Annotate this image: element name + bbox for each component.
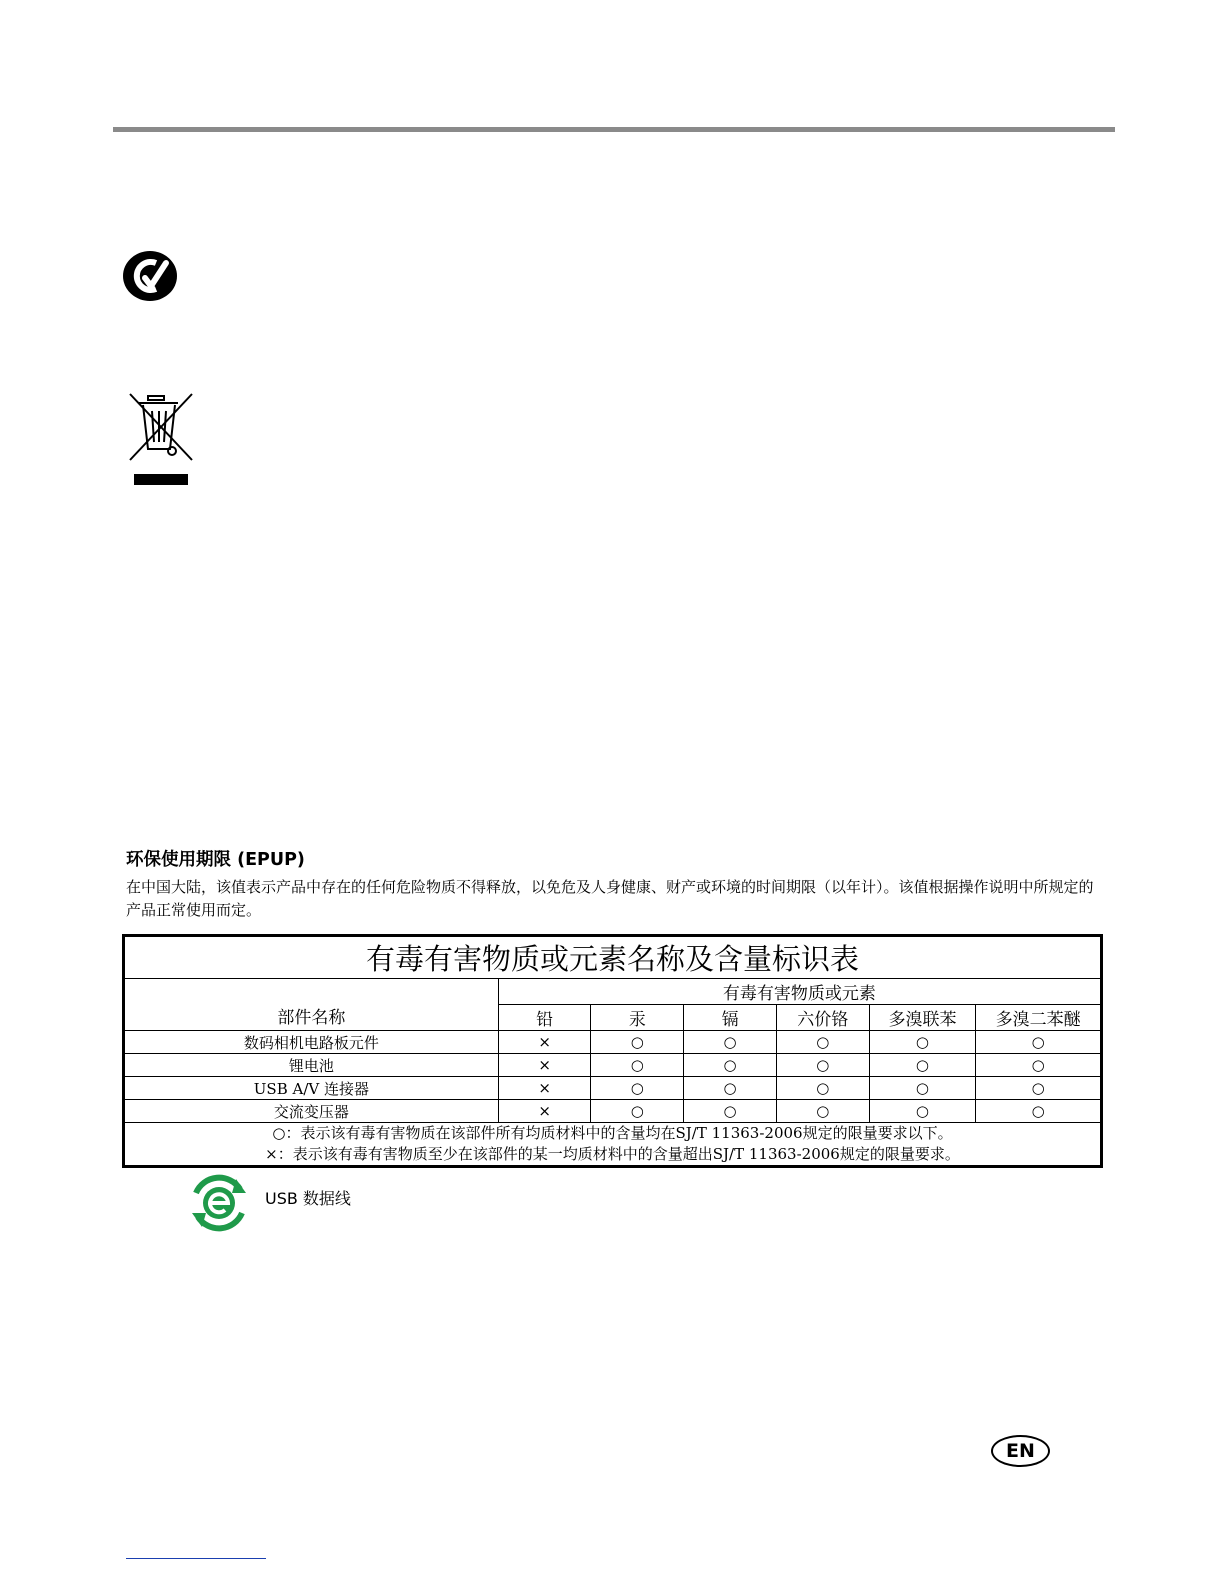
substance-header-pbb: 多溴联苯 [869, 1005, 976, 1031]
mark-cell: ○ [591, 1054, 684, 1077]
table-notes [124, 1123, 1102, 1167]
substance-header-mercury: 汞 [591, 1005, 684, 1031]
mark-cell: ○ [976, 1077, 1102, 1100]
mark-cell: ○ [869, 1077, 976, 1100]
mark-cell: ○ [976, 1100, 1102, 1123]
substance-header-cadmium: 镉 [684, 1005, 777, 1031]
mark-cell: ○ [976, 1031, 1102, 1054]
part-name: 交流变压器 [124, 1100, 499, 1123]
footer-underline [126, 1558, 266, 1559]
table-title: 有毒有害物质或元素名称及含量标识表 [124, 936, 1102, 979]
mark-cell: ○ [976, 1054, 1102, 1077]
mark-cell: × [498, 1031, 591, 1054]
c-tick-mark-icon [121, 249, 179, 303]
mark-cell: ○ [776, 1077, 869, 1100]
part-name: USB A/V 连接器 [124, 1077, 499, 1100]
epup-heading: 环保使用期限 (EPUP) [126, 850, 305, 870]
green-e-recycling-icon [186, 1171, 252, 1235]
mark-cell: ○ [869, 1100, 976, 1123]
language-badge: EN [991, 1435, 1050, 1467]
substances-group-header: 有毒有害物质或元素 [498, 979, 1101, 1005]
table-row [124, 1054, 1102, 1077]
mark-cell: ○ [684, 1100, 777, 1123]
mark-cell: ○ [776, 1031, 869, 1054]
table-row [124, 1031, 1102, 1054]
mark-cell: ○ [684, 1077, 777, 1100]
mark-cell: ○ [869, 1031, 976, 1054]
header-rule [113, 127, 1115, 132]
mark-cell: ○ [684, 1031, 777, 1054]
mark-cell: × [498, 1054, 591, 1077]
mark-cell: × [498, 1077, 591, 1100]
part-name-header: 部件名称 [124, 979, 499, 1031]
hazardous-substances-table [122, 934, 1103, 1168]
mark-cell: ○ [591, 1100, 684, 1123]
note-circle-meaning: ○：表示该有毒有害物质在该部件所有均质材料中的含量均在SJ/T 11363-2006规定的限量要求以下。 [272, 1124, 953, 1142]
table-row [124, 1100, 1102, 1123]
substance-header-pbde: 多溴二苯醚 [976, 1005, 1102, 1031]
mark-cell: ○ [776, 1054, 869, 1077]
substance-header-chromium-vi: 六价铬 [776, 1005, 869, 1031]
usb-cable-label: USB 数据线 [265, 1189, 351, 1208]
mark-cell: ○ [776, 1100, 869, 1123]
mark-cell: ○ [591, 1077, 684, 1100]
part-name: 锂电池 [124, 1054, 499, 1077]
substance-header-lead: 铅 [498, 1005, 591, 1031]
note-cross-meaning: ×：表示该有毒有害物质至少在该部件的某一均质材料中的含量超出SJ/T 11363-2006规定的限量要求。 [265, 1145, 960, 1163]
table-row [124, 1077, 1102, 1100]
epup-description: 在中国大陆，该值表示产品中存在的任何危险物质不得释放，以免危及人身健康、财产或环境的时间期限（以年计）。该值根据操作说明中所规定的产品正常使用而定。 [126, 878, 1094, 919]
part-name: 数码相机电路板元件 [124, 1031, 499, 1054]
mark-cell: ○ [684, 1054, 777, 1077]
mark-cell: × [498, 1100, 591, 1123]
mark-cell: ○ [869, 1054, 976, 1077]
crossed-out-wheelie-bin-icon [126, 392, 196, 486]
mark-cell: ○ [591, 1031, 684, 1054]
